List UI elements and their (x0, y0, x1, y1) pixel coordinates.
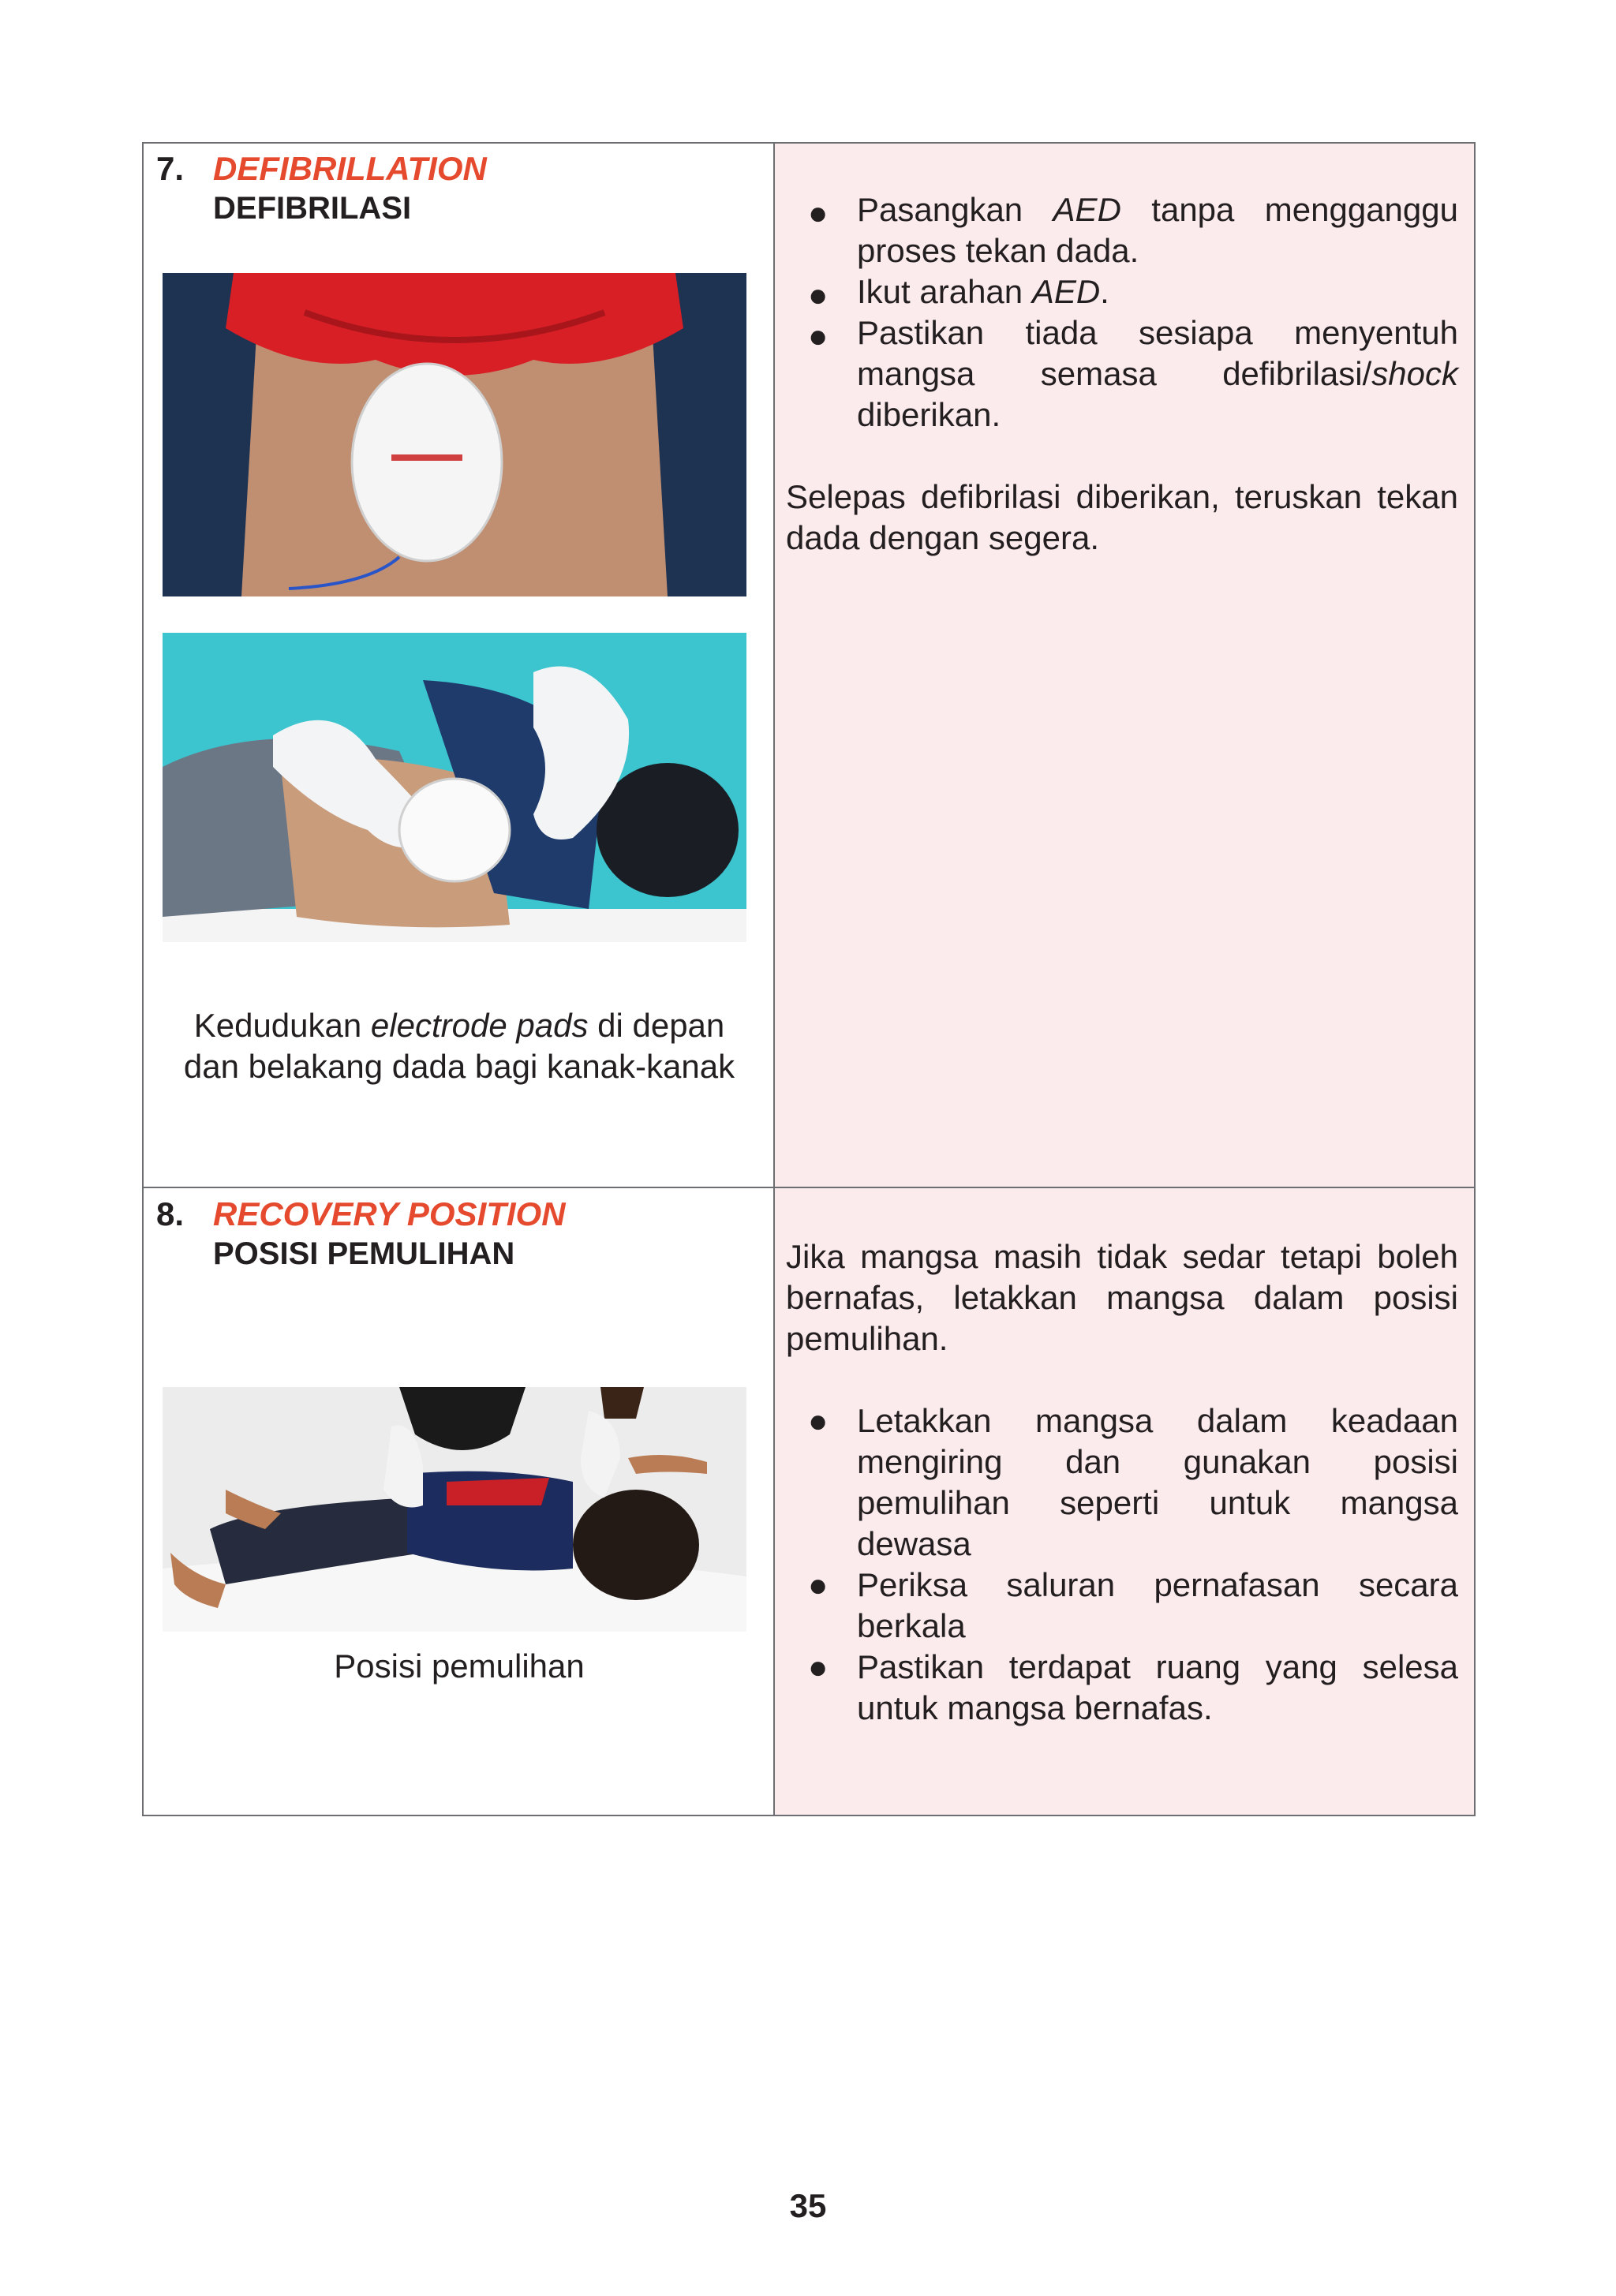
section-title-ms: DEFIBRILASI (213, 191, 412, 226)
column-divider (773, 144, 775, 1815)
paragraph: Jika mangsa masih tidak sedar tetapi boleh bernafas, letakkan mangsa dalam posisi pemulihan. (786, 1238, 1458, 1357)
figure-caption: Kedudukan electrode pads di depan dan belakang dada bagi kanak-kanak (183, 1007, 735, 1085)
paragraph: Selepas defibrilasi diberikan, teruskan tekan dada dengan segera. (786, 478, 1458, 556)
bullet-item: Letakkan mangsa dalam keadaan mengiring dan gunakan posisi pemulihan seperti untuk mangsa dewasa (857, 1402, 1458, 1562)
photo-front-electrode-pad (163, 273, 746, 596)
content-table (142, 142, 1476, 1816)
section-title-en: RECOVERY POSITION (213, 1195, 566, 1232)
bullet-dot: ● (808, 276, 829, 313)
bullet-item: Pastikan tiada sesiapa menyentuh mangsa semasa defibrilasi/shock diberikan. (857, 314, 1458, 433)
bullet-dot: ● (808, 1648, 829, 1685)
bullet-dot: ● (808, 1402, 829, 1439)
bullet-item: Pastikan terdapat ruang yang selesa untuk mangsa bernafas. (857, 1648, 1458, 1726)
section-number: 8. (156, 1195, 185, 1232)
photo-recovery-position (163, 1387, 746, 1632)
figure-caption: Posisi pemulihan (334, 1647, 585, 1685)
bullet-dot: ● (808, 1566, 829, 1603)
bullet-item: Periksa saluran pernafasan secara berkala (857, 1566, 1458, 1644)
photo-back-electrode-pad (163, 633, 746, 942)
bullet-dot: ● (808, 194, 829, 231)
bullet-item: Pasangkan AED tanpa mengganggu proses tekan dada. (857, 191, 1458, 269)
page-number: 35 (789, 2187, 827, 2224)
row-divider (144, 1187, 1474, 1188)
section-title-en: DEFIBRILLATION (213, 150, 487, 187)
bullet-dot: ● (808, 317, 829, 354)
section-number: 7. (156, 150, 185, 187)
bullet-item: Ikut arahan AED. (857, 273, 1109, 310)
section-title-ms: POSISI PEMULIHAN (213, 1236, 515, 1271)
